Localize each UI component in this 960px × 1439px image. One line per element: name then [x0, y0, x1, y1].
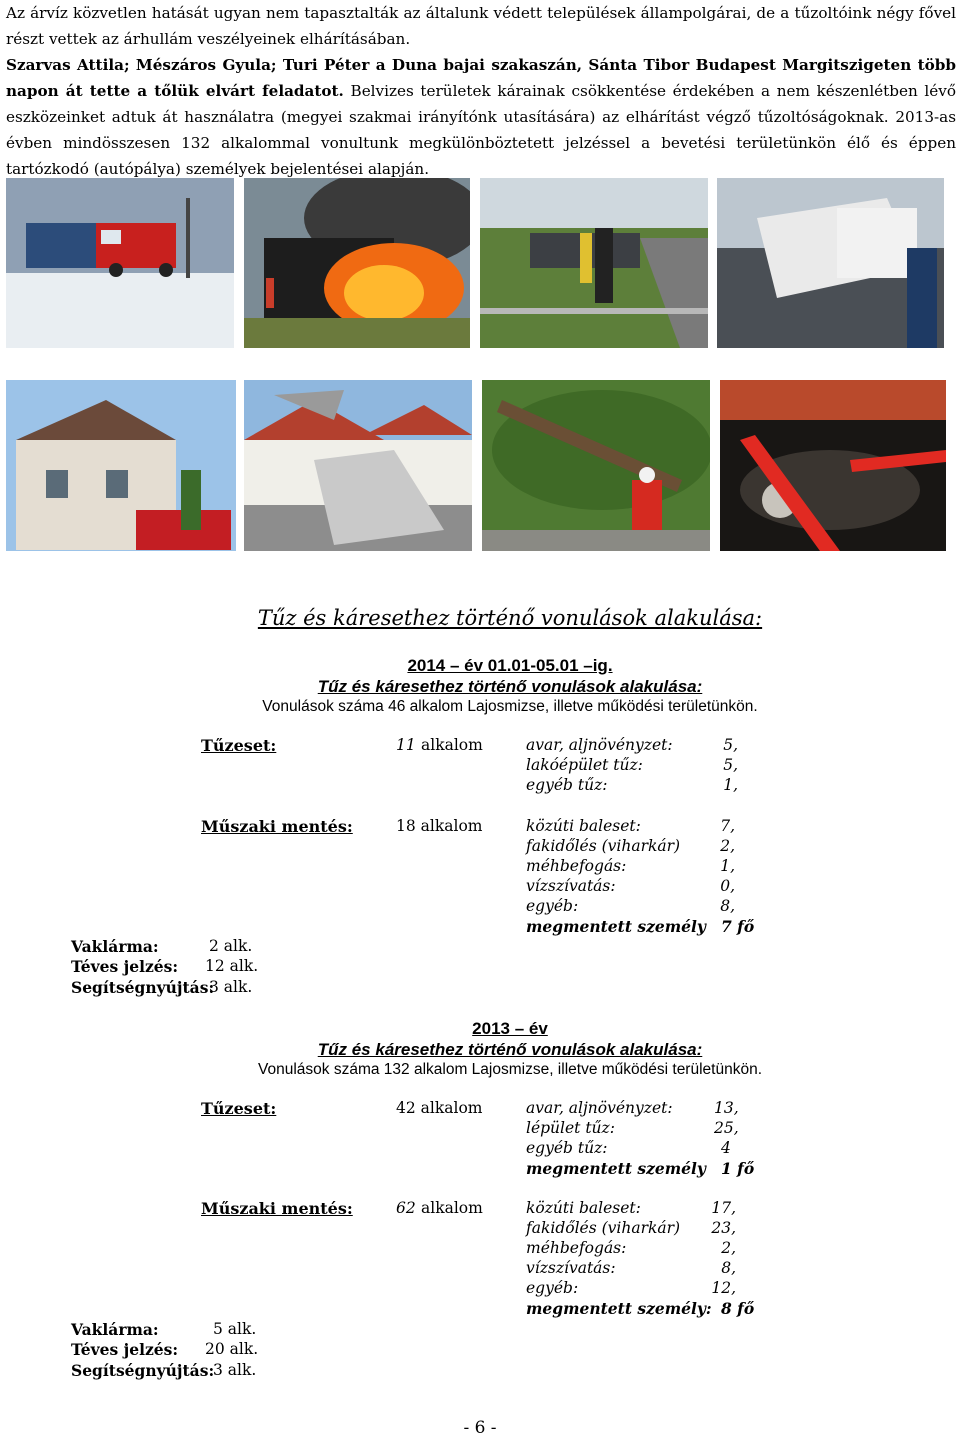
intro-paragraph-2: Belvizes területek kárainak csökkentése érdekében a nem készenlétben lévő eszközeinket adtuk át használatra (megyei szakmai irányítónk utasítására) az elhárítást végző tűzoltóságoknak. 2013-as évben mindösszesen 132 alkalommal vonultunk megkülönböztetett jelzéssel a bevetési területünkön élő és éppen tartózkodó (autópálya) személyek bejelentései alapján. [6, 82, 957, 178]
summary-2013: Vonulások száma 132 alkalom Lajosmizse, illetve működési területünkön. [257, 1061, 762, 1078]
photo-burnt-car-night [720, 380, 946, 551]
fire-rescued-value-2013: 1 fő [721, 1159, 755, 1178]
tech-item-value-2013: 12, [711, 1279, 736, 1297]
main-title: Tűz és káresethez történő vonulások alakulása: [257, 606, 763, 630]
intro-volunteers: Szarvas Attila; Mészáros Gyula; Turi Péter a Duna bajai szakaszán, Sánta Tibor Budapest Margitszigeten több napon át tette a tőlük elvárt feladatot. [6, 56, 956, 100]
fire-item-value-2013: 4 [721, 1139, 731, 1157]
tech-item-name-2013: vízszívatás: [526, 1259, 616, 1277]
tech-rescued-label-2014: megmentett személy [526, 917, 706, 936]
assistance-value-2014: 3 alk. [209, 978, 253, 996]
fire-label-2014: Tűzeset: [201, 736, 277, 755]
wrong-report-label-2013: Téves jelzés: [71, 1340, 179, 1359]
wrong-report-value-2014: 12 alk. [205, 957, 259, 975]
tech-unit-2013: alkalom [421, 1199, 483, 1217]
heading-2013: 2013 – év [472, 1019, 548, 1038]
tech-item-name-2014: egyéb: [526, 897, 579, 915]
tech-item-name-2013: egyéb: [526, 1279, 579, 1297]
photo-car-accident-highway [480, 178, 708, 348]
fire-item-name-2014: egyéb tűz: [526, 776, 608, 794]
tech-label-2013: Műszaki mentés: [201, 1199, 353, 1218]
false-alarm-label-2013: Vaklárma: [71, 1320, 159, 1339]
fire-item-value-2013: 13, [714, 1099, 739, 1117]
fire-item-name-2013: avar, aljnövényzet: [526, 1099, 673, 1117]
page-number: - 6 - [463, 1418, 497, 1438]
tech-count-2013: 62 [396, 1199, 416, 1217]
fire-item-value-2014: 1, [723, 776, 738, 794]
false-alarm-value-2013: 5 alk. [213, 1320, 257, 1338]
fire-item-name-2014: avar, aljnövényzet: [526, 736, 673, 754]
tech-rescued-value-2013: 8 fő [721, 1299, 755, 1318]
summary-2014: Vonulások száma 46 alkalom Lajosmizse, illetve működési területünkön. [262, 698, 758, 715]
tech-item-value-2014: 2, [720, 837, 735, 855]
fire-item-name-2013: egyéb tűz: [526, 1139, 608, 1157]
assistance-value-2013: 3 alk. [213, 1361, 257, 1379]
tech-item-name-2014: közúti baleset: [526, 817, 641, 835]
tech-item-name-2013: méhbefogás: [526, 1239, 627, 1257]
fire-label-2013: Tűzeset: [201, 1099, 277, 1118]
photo-lorry-crash [717, 178, 944, 348]
tech-item-value-2014: 1, [720, 857, 735, 875]
tech-label-2014: Műszaki mentés: [201, 817, 353, 836]
tech-count-2014: 18 alkalom [396, 817, 483, 835]
tech-item-value-2013: 17, [711, 1199, 736, 1217]
photo-storm-damaged-house [6, 380, 236, 551]
tech-item-name-2014: méhbefogás: [526, 857, 627, 875]
wrong-report-label-2014: Téves jelzés: [71, 957, 179, 976]
heading-2014: 2014 – év 01.01-05.01 –ig. [407, 656, 613, 675]
tech-item-name-2013: közúti baleset: [526, 1199, 641, 1217]
photo-torn-roof-sheet [244, 380, 472, 551]
assistance-label-2013: Segítségnyújtás: [71, 1361, 215, 1380]
false-alarm-label-2014: Vaklárma: [71, 937, 159, 956]
fire-count-2013: 42 alkalom [396, 1099, 483, 1117]
wrong-report-value-2013: 20 alk. [205, 1340, 259, 1358]
subtitle-2014: Tűz és káresethez történő vonulások alakulása: [317, 677, 703, 696]
photo-fallen-tree [482, 380, 710, 551]
fire-item-value-2014: 5, [723, 756, 738, 774]
fire-item-value-2013: 25, [714, 1119, 739, 1137]
assistance-label-2014: Segítségnyújtás: [71, 978, 215, 997]
tech-item-value-2013: 2, [721, 1239, 736, 1257]
intro-paragraph-1: Az árvíz közvetlen hatását ugyan nem tapasztalták az általunk védett települések állampolgárai, de a tűzoltóink négy fővel részt vettek az árhullám veszélyeinek elhárításában. [6, 4, 956, 48]
tech-item-name-2013: fakidőlés (viharkár) [526, 1219, 681, 1237]
subtitle-2013: Tűz és káresethez történő vonulások alakulása: [317, 1040, 703, 1059]
fire-unit-2014: alkalom [421, 736, 483, 754]
intro-text [6, 0, 956, 182]
photo-truck-fire [244, 178, 470, 348]
fire-item-name-2013: lépület tűz: [526, 1119, 615, 1137]
tech-rescued-label-2013: megmentett személy: [526, 1299, 712, 1318]
photo-snow-truck-rescue [6, 178, 234, 348]
tech-item-value-2014: 7, [720, 817, 735, 835]
fire-rescued-label-2013: megmentett személy [526, 1159, 706, 1178]
false-alarm-value-2014: 2 alk. [209, 937, 253, 955]
tech-item-value-2014: 8, [720, 897, 735, 915]
tech-item-name-2014: vízszívatás: [526, 877, 616, 895]
tech-item-value-2014: 0, [720, 877, 735, 895]
tech-item-value-2013: 23, [711, 1219, 736, 1237]
tech-item-value-2013: 8, [721, 1259, 736, 1277]
fire-item-value-2014: 5, [723, 736, 738, 754]
fire-item-name-2014: lakóépület tűz: [526, 756, 643, 774]
fire-count-2014: 11 [396, 736, 416, 754]
tech-rescued-value-2014: 7 fő [721, 917, 755, 936]
tech-item-name-2014: fakidőlés (viharkár) [526, 837, 681, 855]
